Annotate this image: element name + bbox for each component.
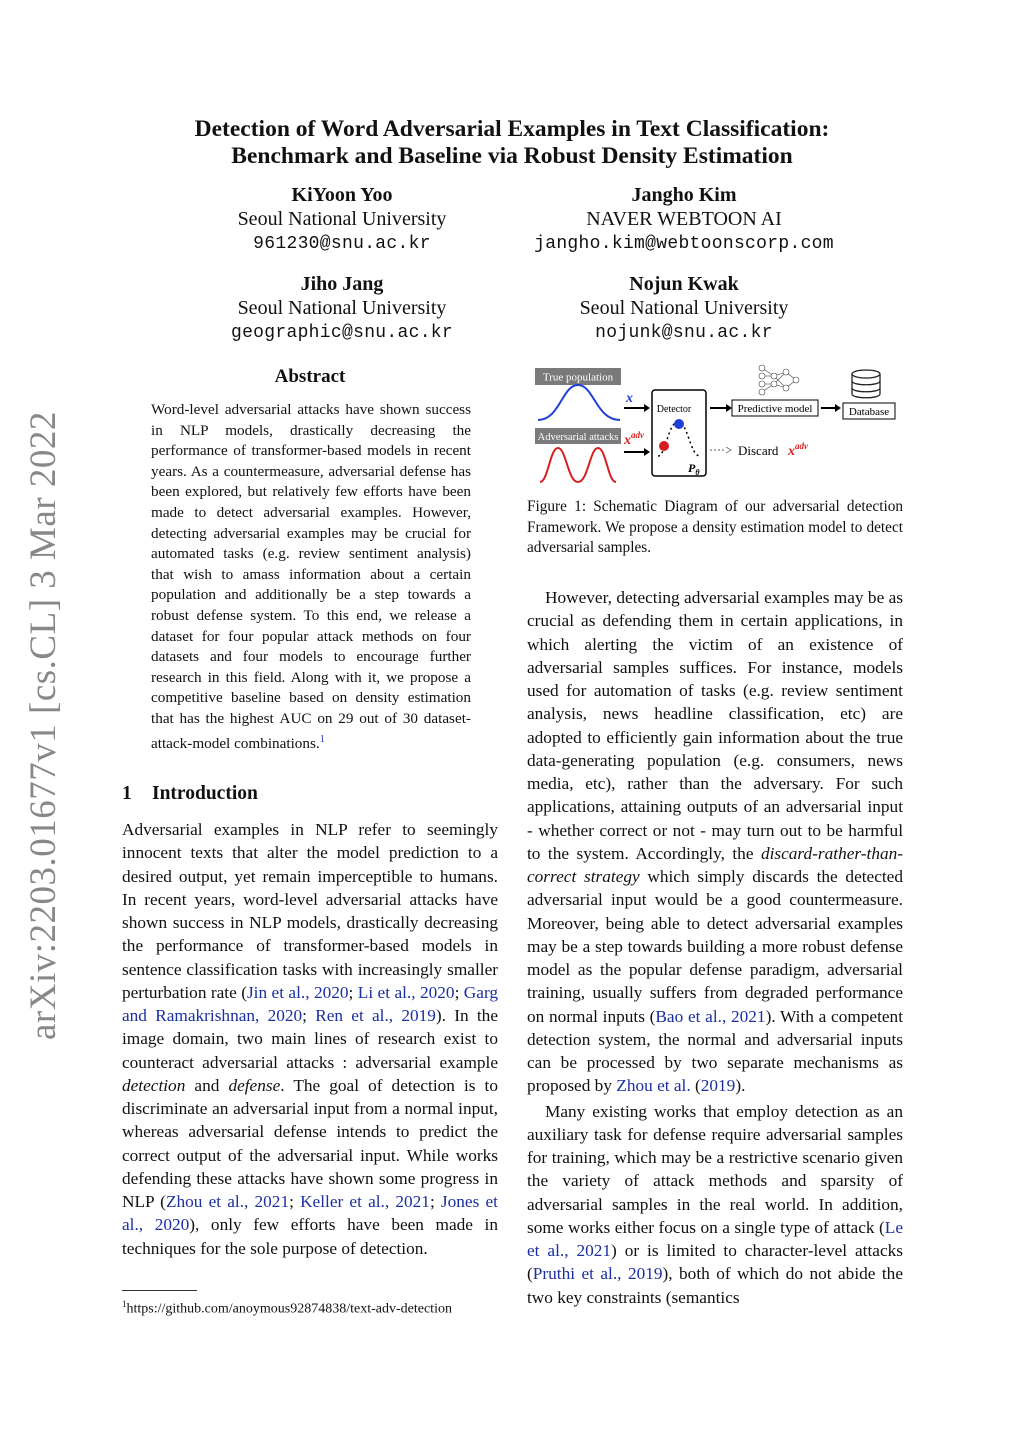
text-run: and xyxy=(185,1075,229,1095)
citation-keller[interactable]: Keller et al., 2021 xyxy=(300,1192,430,1211)
body-paragraph xyxy=(527,586,903,1098)
adversarial-attacks-label: Adversarial attacks xyxy=(537,432,619,443)
discard-label: Discard xyxy=(738,443,779,458)
xadv-base: x xyxy=(624,433,631,448)
text-run: ), both of which do not abide the two key constraints (semantics xyxy=(527,1264,903,1307)
title-line-1: Detection of Word Adversarial Examples in Text Classification: xyxy=(194,116,830,142)
author-name: KiYoon Yoo xyxy=(291,184,393,206)
footnote xyxy=(122,1295,498,1319)
citation-jones[interactable]: Jones et al., 2020 xyxy=(122,1192,498,1235)
detector-label: Detector xyxy=(656,404,692,415)
citation-garg[interactable]: Garg and Ramakrishnan, 2020 xyxy=(122,982,499,1025)
figure-1-diagram xyxy=(530,360,906,480)
x-arrowhead xyxy=(644,404,650,412)
author-email: geographic@snu.ac.kr xyxy=(230,323,454,343)
text-run: ) or is limited to character-level attacks ( xyxy=(527,1241,903,1284)
abstract-text: Word-level adversarial attacks have shown success in NLP models, drastically decreasing the performance of transformer-based models in recent years. As a countermeasure, adversarial defense has been explored, but relatively few efforts have been made to detect adversarial examples. However, detecting adversarial examples may be crucial for automated tasks (e.g. review sentiment analysis) that wish to amass information about a certain population and additionally be a step towards a robust defense system. To this end, we release a dataset for four popular attack methods on four datasets and four models to encourage further research in this field. Along with it, we propose a competitive baseline based on density estimation that has the highest xyxy=(151,401,471,727)
true-population-label: True population xyxy=(542,371,614,384)
to-database-arrowhead xyxy=(835,404,841,412)
figure-1-caption: Figure 1: Schematic Diagram of our adversarial detection Framework. We propose a density estimation model to detect adversarial samples. xyxy=(527,498,903,557)
neural-network-icon xyxy=(759,365,799,395)
author-name: Jangho Kim xyxy=(631,184,737,206)
citation-zhou-year[interactable]: 2019 xyxy=(700,1076,736,1096)
author-affiliation: NAVER WEBTOON AI xyxy=(586,208,782,230)
paper-title xyxy=(120,116,904,170)
x-label: x xyxy=(626,391,633,406)
text-run: which simply discards the detected adversarial input would be a good countermeasure. Moreover, being able to detect adversarial examples may be a step towards building a more robust defense model as the popular defense paradigm, adversarial training, usually suffers from degraded performance on normal inputs ( xyxy=(527,867,903,1026)
citation-jin[interactable]: Jin et al., 2020 xyxy=(246,982,349,1002)
abstract-auc: AUC xyxy=(279,709,312,727)
text-run: ; xyxy=(302,1006,316,1025)
emphasis-detection: detection xyxy=(122,1075,186,1095)
text-run: Adversarial examples in NLP refer to seemingly innocent texts that alter the model prediction to a desired output, yet remain imperceptible to humans. In recent years, word-level adversarial attacks have shown success in NLP models, drastically decreasing the performance of transformer-based models in sentence classification tasks with increasingly smaller perturbation rate ( xyxy=(122,820,498,1002)
predictive-model-label: Predictive model xyxy=(737,403,813,415)
discard-xadv-sup: adv xyxy=(795,441,808,451)
intro-paragraph xyxy=(122,818,498,1260)
section-title: Introduction xyxy=(152,783,258,804)
author-affiliation: Seoul National University xyxy=(579,297,789,319)
xadv-label xyxy=(623,430,645,448)
emphasis-strategy: discard-rather-than-correct strategy xyxy=(527,843,903,886)
footnote-url[interactable]: https://github.com/anoymous92874838/text-adv-detection xyxy=(126,1301,452,1317)
discard-xadv-base: x xyxy=(788,444,795,459)
database-icon xyxy=(852,370,880,398)
xadv-arrowhead xyxy=(644,448,650,456)
author-email: jangho.kim@webtoonscorp.com xyxy=(534,234,834,254)
citation-zhou-2021[interactable]: Zhou et al., 2021 xyxy=(165,1192,290,1211)
author-name: Jiho Jang xyxy=(300,273,384,295)
xadv-sup: adv xyxy=(631,430,644,440)
abstract-text-end: on 29 out of 30 dataset-attack-model combinations. xyxy=(151,709,471,752)
author-email: nojunk@snu.ac.kr xyxy=(595,323,773,343)
text-run: ( xyxy=(690,1076,701,1096)
text-run: However, detecting adversarial examples may be as crucial as defending them in certain applications, in which alerting the victim of an existence of adversarial samples suffices. For instance, models used for automation of tasks (e.g. review sentiment analysis, news headline classification, etc) are adopted to efficiently gain information about the true data-generating population (e.g. consumers, news media, etc), rather than the adversary. For such applications, attaining outputs of an adversarial input - whether correct or not - may turn out to be harmful to the system. Accordingly, the xyxy=(527,588,903,863)
p-theta-sub: θ xyxy=(695,468,700,477)
citation-bao[interactable]: Bao et al., 2021 xyxy=(655,1006,766,1026)
footnote-marker[interactable]: 1 xyxy=(319,733,325,745)
author-block-3 xyxy=(152,272,532,346)
intro-body xyxy=(122,818,498,1260)
text-run: ). With a competent detection system, the normal and adversarial inputs can be processed by two separate mechanisms as proposed by xyxy=(527,1006,903,1096)
text-run: ; xyxy=(454,982,464,1002)
author-block-2 xyxy=(494,183,874,257)
detector-box xyxy=(652,390,706,476)
citation-ren[interactable]: Ren et al., 2019 xyxy=(315,1006,436,1025)
text-run: ). xyxy=(735,1076,746,1096)
footnote-rule xyxy=(122,1290,197,1291)
normal-sample-dot xyxy=(674,419,684,429)
section-number: 1 xyxy=(122,783,132,804)
section-heading-introduction xyxy=(122,783,258,805)
body-paragraph xyxy=(527,1100,903,1309)
author-block-1 xyxy=(152,183,532,257)
author-affiliation: Seoul National University xyxy=(237,208,447,230)
discard-xadv-label xyxy=(787,441,809,459)
author-email: 961230@snu.ac.kr xyxy=(253,234,431,254)
abstract-heading: Abstract xyxy=(274,366,346,387)
footnote-number: 1 xyxy=(122,1299,127,1309)
citation-le[interactable]: Le et al., 2021 xyxy=(527,1217,903,1260)
p-theta-base: P xyxy=(688,461,696,475)
to-model-arrowhead xyxy=(726,404,732,412)
text-run: ). In the image domain, two main lines of research exist to counteract adversarial attacks : adversarial example xyxy=(122,1006,498,1072)
citation-pruthi[interactable]: Pruthi et al., 2019 xyxy=(532,1264,663,1284)
arxiv-stamp: arXiv:2203.01677v1 [cs.CL] 3 Mar 2022 xyxy=(23,411,64,1040)
text-run: ), only few efforts have been made in techniques for the sole purpose of detection. xyxy=(122,1215,498,1258)
citation-li[interactable]: Li et al., 2020 xyxy=(357,982,455,1002)
author-affiliation: Seoul National University xyxy=(237,297,447,319)
text-run: Many existing works that employ detection as an auxiliary task for defense require adversarial samples for training, which may be a restrictive scenario given the variety of attack methods and sparsity of adversarial samples in the real world. In addition, some works either focus on a single type of attack ( xyxy=(527,1101,903,1237)
citation-zhou-name[interactable]: Zhou et al. xyxy=(616,1076,691,1096)
text-run: ; xyxy=(289,1192,301,1211)
true-population-curve xyxy=(538,385,620,420)
text-run: ; xyxy=(429,1192,441,1211)
emphasis-defense: defense xyxy=(228,1075,281,1095)
author-block-4 xyxy=(494,272,874,346)
database-label: Database xyxy=(848,406,890,418)
abstract-body xyxy=(151,400,471,754)
right-column-body xyxy=(527,586,903,1309)
adversarial-sample-dot xyxy=(659,441,669,451)
text-run: . The goal of detection is to discriminate an adversarial input from a normal input, whereas adversarial defense intends to predict the correct output of the adversarial input. While works defending these attacks have shown some progress in NLP ( xyxy=(122,1075,499,1211)
adversarial-curve xyxy=(540,448,616,482)
discard-arrowhead xyxy=(726,447,731,453)
text-run: ; xyxy=(348,982,358,1002)
author-name: Nojun Kwak xyxy=(629,273,739,295)
title-line-2: Benchmark and Baseline via Robust Density Estimation xyxy=(231,143,793,169)
